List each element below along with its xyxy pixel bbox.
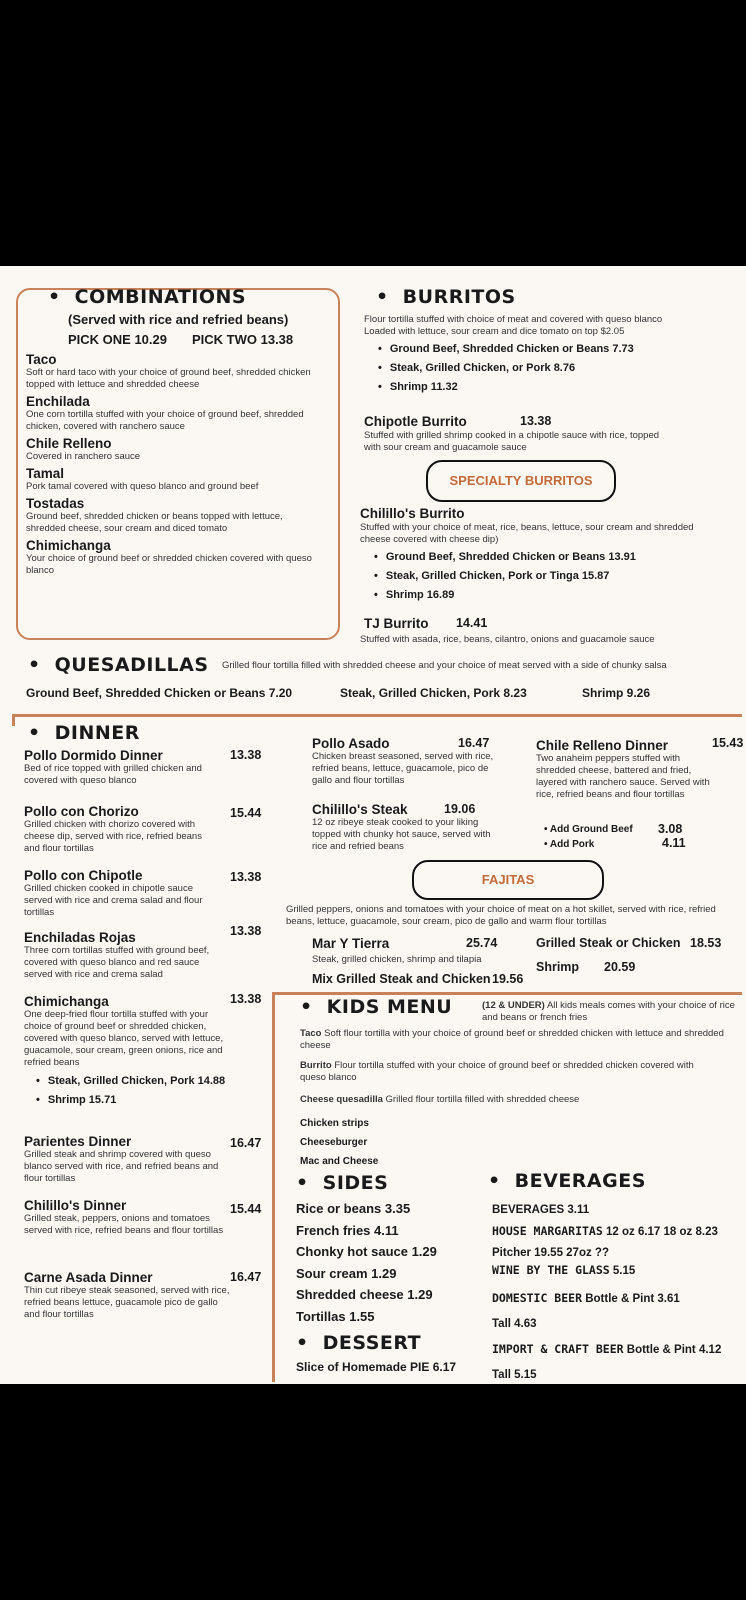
tj-burrito-desc: Stuffed with asada, rice, beans, cilantro, onions and guacamole sauce	[360, 634, 655, 645]
dessert-item: Slice of Homemade PIE 6.17	[296, 1360, 457, 1374]
pick-two-price: PICK TWO 13.38	[192, 332, 294, 347]
chilillo-options	[374, 548, 636, 605]
chipotle-burrito-price: 13.38	[520, 414, 552, 428]
list-item: • Ground Beef, Shredded Chicken or Beans 13.91	[374, 548, 636, 567]
dinner-item: Pollo Asado Chicken breast seasoned, served with rice, refried beans, lettuce, guacamole, pico de gallo and flour tortillas	[312, 736, 494, 786]
mar-y-tierra-price: 25.74	[466, 936, 498, 950]
dinner-price: 13.38	[230, 748, 262, 762]
combo-item: Chile Relleno Covered in ranchero sauce	[26, 436, 141, 462]
combinations-title: • COMBINATIONS	[48, 286, 247, 308]
chipotle-burrito-desc: Stuffed with grilled shrimp cooked in a chipotle sauce with rice, topped with sour cream and guacamole sauce	[364, 430, 660, 453]
add-ground-beef-price: 3.08	[658, 822, 683, 836]
list-item: Chicken strips	[300, 1118, 369, 1129]
shrimp-fajita-price: 20.59	[604, 960, 636, 974]
list-item: Tortillas 1.55	[296, 1308, 375, 1324]
list-item: French fries 4.11	[296, 1222, 399, 1238]
menu-page	[0, 266, 746, 1384]
mix-fajita: Mix Grilled Steak and Chicken	[312, 972, 491, 986]
list-item: • Shrimp 16.89	[374, 586, 636, 605]
mix-fajita-price: 19.56	[492, 972, 524, 986]
combo-item: Taco Soft or hard taco with your choice of ground beef, shredded chicken topped with lettuce and shredded cheese	[26, 352, 311, 390]
kids-burrito: Burrito Flour tortilla stuffed with your choice of ground beef or shredded chicken covered with queso blanco	[300, 1060, 694, 1083]
divider	[272, 992, 275, 1382]
steak-chicken-fajita-price: 18.53	[690, 936, 722, 950]
beverages-list	[492, 1200, 742, 1384]
quesadilla-option: Shrimp 9.26	[582, 686, 651, 700]
list-item: Cheeseburger	[300, 1137, 368, 1148]
list-item: IMPORT & CRAFT BEER Bottle & Pint 4.12	[492, 1342, 722, 1356]
add-ground-beef: • Add Ground Beef	[544, 824, 633, 835]
chilillo-burrito-desc: Stuffed with your choice of meat, rice, beans, lettuce, sour cream and shredded cheese covered with cheese dip)	[360, 522, 694, 545]
list-item: DOMESTIC BEER Bottle & Pint 3.61	[492, 1291, 680, 1305]
specialty-burritos-banner: SPECIALTY BURRITOS	[426, 460, 616, 502]
dinner-item: Pollo con Chorizo Grilled chicken with chorizo covered with cheese dip, served with rice, refried beans and flour tortillas	[24, 804, 202, 854]
dinner-item: Chilillo's Steak 12 oz ribeye steak cooked to your liking topped with chunky hot sauce, served with rice and refried beans	[312, 802, 491, 852]
dinner-item: Pollo Dormido Dinner Bed of rice topped with grilled chicken and covered with queso blanco	[24, 748, 202, 786]
kids-menu-title: • KIDS MENU	[300, 996, 453, 1018]
burrito-options	[378, 340, 634, 397]
combinations-subtitle: (Served with rice and refried beans)	[68, 312, 289, 327]
dinner-price: 13.38	[230, 870, 262, 884]
mar-y-tierra-desc: Steak, grilled chicken, shrimp and tilapia	[312, 954, 482, 965]
steak-chicken-fajita: Grilled Steak or Chicken	[536, 936, 681, 950]
dinner-item: Carne Asada Dinner Thin cut ribeye steak seasoned, served with rice, refried beans lettuce, guacamole pico de gallo and flour tortillas	[24, 1270, 230, 1320]
kids-taco: Taco Soft flour tortilla with your choice of ground beef or shredded chicken with lettuce and shredded cheese	[300, 1028, 724, 1051]
list-item: Pitcher 19.55 27oz ??	[492, 1247, 609, 1259]
dinner-price: 16.47	[230, 1270, 262, 1284]
list-item: • Shrimp 11.32	[378, 378, 634, 397]
dinner-title: • DINNER	[28, 722, 140, 744]
dinner-price: 13.38	[230, 992, 262, 1006]
list-item: BEVERAGES 3.11	[492, 1204, 590, 1216]
tj-burrito-name: TJ Burrito	[364, 616, 429, 631]
shrimp-fajita: Shrimp	[536, 960, 580, 974]
divider	[12, 714, 15, 726]
quesadillas-desc: Grilled flour tortilla filled with shredded cheese and your choice of meat served with a side of chunky salsa	[222, 660, 667, 671]
list-item: Tall 5.15	[492, 1369, 537, 1381]
fajitas-desc: Grilled peppers, onions and tomatoes with your choice of meat on a hot skillet, served with rice, refried beans, lettuce, guacamole, sour cream, pico de gallo and warm flour tortillas	[286, 904, 716, 927]
chimichanga-options	[36, 1072, 225, 1110]
dinner-item: Chimichanga One deep-fried flour tortilla stuffed with your choice of ground beef or shredded chicken, covered with queso blanco, served with lettuce, guacamole, sour cream, green onions, rice and refried beans	[24, 994, 224, 1068]
burritos-title: • BURRITOS	[376, 286, 516, 308]
list-item: • Steak, Grilled Chicken, Pork or Tinga 15.87	[374, 567, 636, 586]
combo-item: Chimichanga Your choice of ground beef or shredded chicken covered with queso blanco	[26, 538, 312, 576]
add-pork: • Add Pork	[544, 839, 595, 850]
dinner-item: Parientes Dinner Grilled steak and shrimp covered with queso blanco served with rice, and refried beans and flour tortillas	[24, 1134, 219, 1184]
divider	[272, 992, 742, 995]
burritos-desc: Flour tortilla stuffed with choice of meat and covered with queso blanco Loaded with lettuce, sour cream and dice tomato on top $2.05	[364, 314, 663, 337]
combo-item: Tostadas Ground beef, shredded chicken or beans topped with lettuce, shredded cheese, sour cream and diced tomato	[26, 496, 283, 534]
kids-others	[300, 1114, 378, 1171]
quesadilla-option: Steak, Grilled Chicken, Pork 8.23	[340, 686, 527, 700]
list-item: HOUSE MARGARITAS 12 oz 6.17 18 oz 8.23	[492, 1224, 718, 1238]
dinner-price: 15.44	[230, 1202, 262, 1216]
dinner-price: 16.47	[230, 1136, 262, 1150]
dinner-item: Chilillo's Dinner Grilled steak, peppers, onions and tomatoes served with rice, refried beans and flour tortillas	[24, 1198, 224, 1236]
quesadilla-option: Ground Beef, Shredded Chicken or Beans 7.20	[26, 686, 293, 700]
pick-one-price: PICK ONE 10.29	[68, 332, 167, 347]
tj-burrito-price: 14.41	[456, 616, 488, 630]
list-item: Rice or beans 3.35	[296, 1201, 411, 1216]
dinner-price: 13.38	[230, 924, 262, 938]
list-item: Chonky hot sauce 1.29	[296, 1244, 437, 1259]
dinner-item: Enchiladas Rojas Three corn tortillas stuffed with ground beef, covered with queso blanco and red sauce served with rice and crema salad	[24, 930, 210, 980]
dinner-price: 15.44	[230, 806, 262, 820]
list-item: • Steak, Grilled Chicken, Pork 14.88	[36, 1072, 225, 1091]
divider	[12, 714, 742, 717]
list-item: • Steak, Grilled Chicken, or Pork 8.76	[378, 359, 634, 378]
chipotle-burrito-name: Chipotle Burrito	[364, 414, 467, 429]
list-item: Shredded cheese 1.29	[296, 1287, 433, 1302]
sides-title: • SIDES	[296, 1172, 389, 1194]
combo-item: Enchilada One corn tortilla stuffed with your choice of ground beef, shredded chicken, covered with ranchero sauce	[26, 394, 304, 432]
mar-y-tierra-name: Mar Y Tierra	[312, 936, 390, 951]
dinner-price: 19.06	[444, 802, 476, 816]
combo-item: Tamal Pork tamal covered with queso blanco and ground beef	[26, 466, 259, 492]
kids-note: (12 & UNDER) All kids meals comes with your choice of rice and beans or french fries	[482, 1000, 735, 1023]
add-pork-price: 4.11	[662, 836, 686, 850]
list-item: • Shrimp 15.71	[36, 1091, 225, 1110]
sides-list	[296, 1198, 437, 1327]
chilillo-burrito-name: Chilillo's Burrito	[360, 506, 465, 521]
dessert-title: • DESSERT	[296, 1332, 422, 1354]
list-item: WINE BY THE GLASS 5.15	[492, 1263, 636, 1277]
dinner-item: Chile Relleno Dinner Two anaheim peppers stuffed with shredded cheese, battered and fried, layered with ranchero sauce. Served with rice, refried beans and flour tortillas	[536, 738, 710, 800]
fajitas-banner: FAJITAS	[412, 860, 604, 900]
dinner-price: 15.43	[712, 736, 744, 750]
kids-quesadilla: Cheese quesadilla Grilled flour tortilla filled with shredded cheese	[300, 1094, 580, 1105]
quesadillas-title: • QUESADILLAS	[28, 654, 209, 676]
list-item: Tall 4.63	[492, 1318, 537, 1330]
dinner-item: Pollo con Chipotle Grilled chicken cooked in chipotle sauce served with rice and crema salad and flour tortillas	[24, 868, 203, 918]
list-item: • Ground Beef, Shredded Chicken or Beans 7.73	[378, 340, 634, 359]
combinations-list	[26, 352, 324, 577]
dinner-price: 16.47	[458, 736, 490, 750]
beverages-title: • BEVERAGES	[488, 1170, 646, 1192]
list-item: Sour cream 1.29	[296, 1265, 397, 1281]
list-item: Mac and Cheese	[300, 1156, 379, 1167]
